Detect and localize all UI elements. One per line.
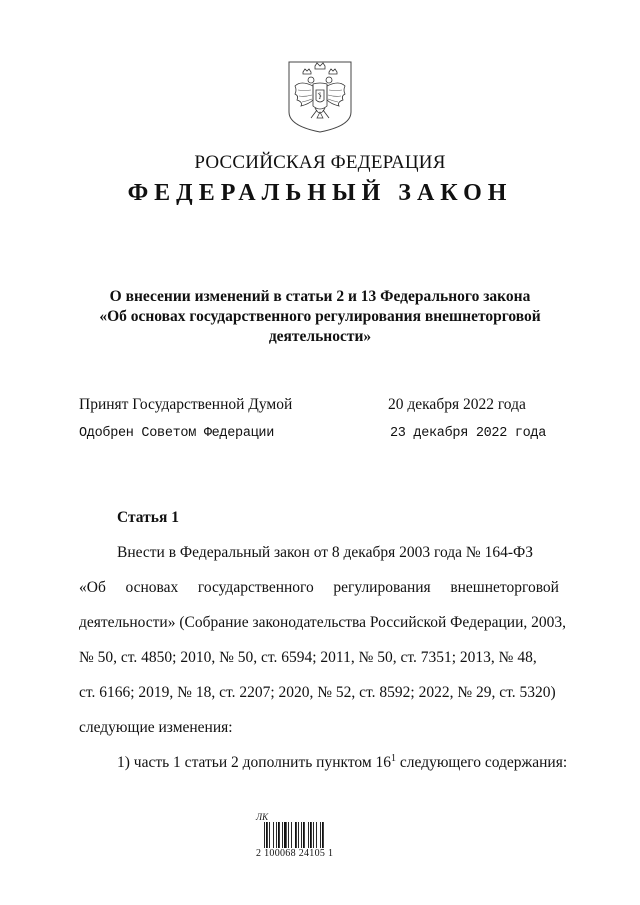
barcode-bar xyxy=(276,822,277,848)
barcode-bar xyxy=(308,822,309,848)
document-barcode xyxy=(256,812,366,862)
barcode-bar xyxy=(278,822,280,848)
duma-adoption-label: Принят Государственной Думой xyxy=(79,396,293,413)
article-item-text: следующего содержания: xyxy=(396,754,568,771)
barcode-bar xyxy=(266,822,268,848)
barcode-bar xyxy=(310,822,312,848)
country-name: РОССИЙСКАЯ ФЕДЕРАЦИЯ xyxy=(194,152,446,173)
article-heading: Статья 1 xyxy=(117,509,179,526)
barcode-bar xyxy=(322,822,324,848)
article-item xyxy=(117,753,568,772)
barcode-mark: ЛК xyxy=(256,812,269,822)
law-subject-line: деятельности» xyxy=(268,328,372,345)
barcode-bar xyxy=(282,822,283,848)
barcode-number: 2 100068 24105 1 xyxy=(256,848,334,859)
law-subject-line: «Об основах государственного регулирования внешнеторговой xyxy=(99,308,541,325)
article-text-line: ст. 6166; 2019, № 18, ст. 2207; 2020, № 52, ст. 8592; 2022, № 29, ст. 5320) xyxy=(79,684,556,701)
council-approval-label: Одобрен Советом Федерации xyxy=(79,426,275,441)
article-word: «Об xyxy=(79,579,106,596)
article-word: регулирования xyxy=(333,579,431,596)
article-word: государственного xyxy=(197,579,314,596)
article-item-superscript: 1 xyxy=(391,753,397,764)
barcode-bar xyxy=(320,822,321,848)
duma-adoption-date: 20 декабря 2022 года xyxy=(388,396,526,413)
barcode-bar xyxy=(298,822,299,848)
article-word: основах xyxy=(125,579,179,596)
barcode-bar xyxy=(288,822,289,848)
barcode-bar xyxy=(295,822,297,848)
article-word: внешнеторговой xyxy=(450,579,559,596)
article-text-line: № 50, ст. 4850; 2010, № 50, ст. 6594; 2011, № 50, ст. 7351; 2013, № 48, xyxy=(79,649,537,666)
barcode-bar xyxy=(301,822,302,848)
barcode-bar xyxy=(313,822,314,848)
council-approval-date: 23 декабря 2022 года xyxy=(390,426,547,441)
law-type-title: ФЕДЕРАЛЬНЫЙ ЗАКОН xyxy=(127,180,513,206)
article-text-line: деятельности» (Собрание законодательства Российской Федерации, 2003, xyxy=(79,614,566,631)
article-text: Внести в Федеральный закон от 8 декабря 2003 года № 164-ФЗ xyxy=(117,544,533,561)
barcode-bar xyxy=(273,822,274,848)
barcode-bar xyxy=(269,822,270,848)
barcode-bar xyxy=(303,822,305,848)
law-subject-line: О внесении изменений в статьи 2 и 13 Федерального закона xyxy=(109,288,531,305)
barcode-bar xyxy=(284,822,287,848)
barcode-bar xyxy=(264,822,265,848)
barcode-bar xyxy=(291,822,292,848)
law-subject xyxy=(80,287,560,347)
article-item-text: 1) часть 1 статьи 2 дополнить пунктом 16 xyxy=(117,754,392,771)
barcode-bar xyxy=(316,822,317,848)
russian-coat-of-arms-icon xyxy=(287,60,353,134)
barcode-bars xyxy=(264,822,350,848)
article-text-line: следующие изменения: xyxy=(79,719,233,736)
article-text-line xyxy=(79,579,559,597)
article-text-line xyxy=(117,544,559,562)
